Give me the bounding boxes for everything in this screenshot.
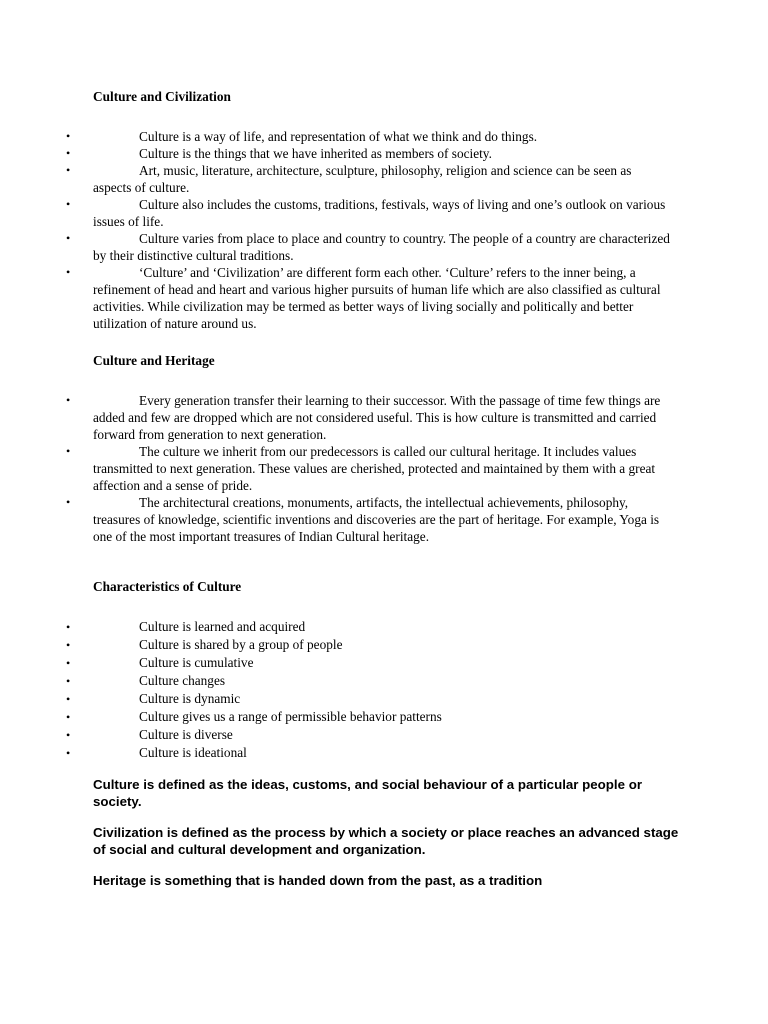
bullet-icon: •: [66, 710, 71, 724]
bullet-list-culture-and-heritage: [0, 392, 768, 545]
bullet-icon: •: [66, 197, 71, 211]
list-item: • Culture is shared by a group of people: [66, 637, 343, 652]
bullet-icon: •: [66, 231, 71, 245]
list-item: • ‘Culture’ and ‘Civilization’ are different form each other. ‘Culture’ refers to the inner being, a refinement of head and heart and various higher pursuits of human life which are also classified as cultural activities. While civilization may be termed as better ways of living socially and politically and better utilization of nature around us.: [66, 265, 661, 331]
list-item: • The culture we inherit from our predecessors is called our cultural heritage. It includes values transmitted to next generation. These values are cherished, protected and maintained by them with a great affection and a sense of pride.: [66, 444, 656, 493]
bullet-icon: •: [66, 393, 71, 407]
bullet-icon: •: [66, 674, 71, 688]
bullet-icon: •: [66, 265, 71, 279]
bullet-list-culture-and-civilization: [0, 128, 768, 332]
list-item: • Culture is ideational: [66, 745, 247, 760]
list-item: • Art, music, literature, architecture, sculpture, philosophy, religion and science can be seen as aspects of culture.: [66, 163, 632, 195]
bullet-icon: •: [66, 692, 71, 706]
list-item: • Culture also includes the customs, traditions, festivals, ways of living and one’s outlook on various issues of life.: [66, 197, 666, 229]
list-item: • Culture is learned and acquired: [66, 619, 306, 634]
list-item: • Culture is dynamic: [66, 691, 241, 706]
list-item: • Culture changes: [66, 673, 226, 688]
list-item: • Culture is cumulative: [66, 655, 254, 670]
section-heading-characteristics-of-culture: Characteristics of Culture: [93, 579, 242, 594]
list-item: • Culture is diverse: [66, 727, 233, 742]
definition-culture: Culture is defined as the ideas, customs, and social behaviour of a particular people or society.: [93, 777, 643, 809]
bullet-icon: •: [66, 656, 71, 670]
bullet-icon: •: [66, 638, 71, 652]
list-item: • Culture varies from place to place and country to country. The people of a country are characterized by their distinctive cultural traditions.: [66, 231, 670, 263]
bullet-icon: •: [66, 620, 71, 634]
bullet-icon: •: [66, 728, 71, 742]
list-item: • Culture gives us a range of permissible behavior patterns: [66, 709, 442, 724]
section-heading-culture-and-civilization: Culture and Civilization: [93, 89, 231, 104]
list-item: • Culture is the things that we have inherited as members of society.: [66, 146, 492, 161]
bullet-icon: •: [66, 146, 71, 160]
list-item: • The architectural creations, monuments, artifacts, the intellectual achievements, philosophy, treasures of knowledge, scientific inventions and discoveries are the part of heritage. For example, Yoga is one of the most important treasures of Indian Cultural heritage.: [66, 495, 660, 544]
bullet-list-characteristics-of-culture: [0, 618, 768, 762]
bullet-icon: •: [66, 163, 71, 177]
definition-civilization: Civilization is defined as the process by which a society or place reaches an advanced stage of social and cultural development and organization.: [93, 825, 679, 857]
bullet-icon: •: [66, 746, 71, 760]
bullet-icon: •: [66, 495, 71, 509]
list-item: • Every generation transfer their learning to their successor. With the passage of time few things are added and few are dropped which are not considered useful. This is how culture is transmitted and carried forward from generation to next generation.: [66, 393, 661, 442]
bullet-icon: •: [66, 444, 71, 458]
list-item: • Culture is a way of life, and representation of what we think and do things.: [66, 129, 538, 144]
bullet-icon: •: [66, 129, 71, 143]
section-heading-culture-and-heritage: Culture and Heritage: [93, 353, 215, 368]
definition-heritage: Heritage is something that is handed down from the past, as a tradition: [93, 873, 543, 888]
